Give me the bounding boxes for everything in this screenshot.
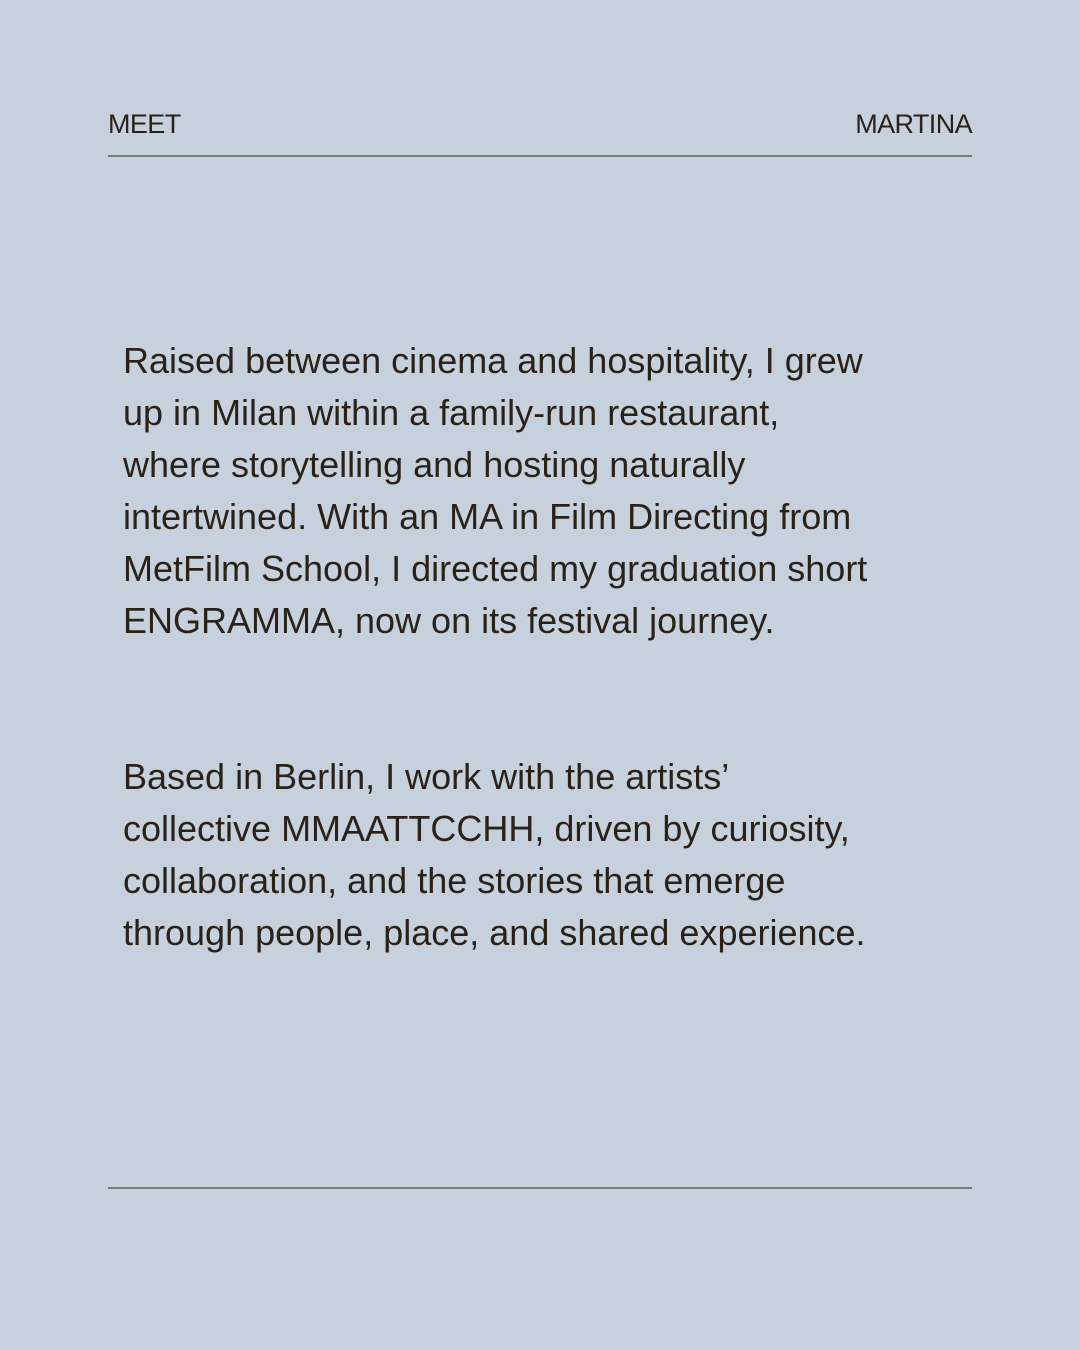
page-header — [108, 106, 972, 142]
name-label: MARTINA — [855, 109, 972, 139]
bio-paragraph-1: Raised between cinema and hospitality, I grew up in Milan within a family-run restaurant, where storytelling and hosting naturally intertwined. With an MA in Film Directing from MetFilm School, I directed my graduation short ENGRAMMA, now on its festival journey. — [123, 340, 868, 641]
meet-label: MEET — [108, 109, 181, 139]
bottom-divider — [108, 1187, 972, 1189]
bio-content — [123, 335, 973, 959]
top-divider — [108, 155, 972, 157]
bio-paragraph-2: Based in Berlin, I work with the artists’ collective MMAATTCCHH, driven by curiosity, collaboration, and the stories that emerge through people, place, and shared experience. — [123, 756, 866, 953]
